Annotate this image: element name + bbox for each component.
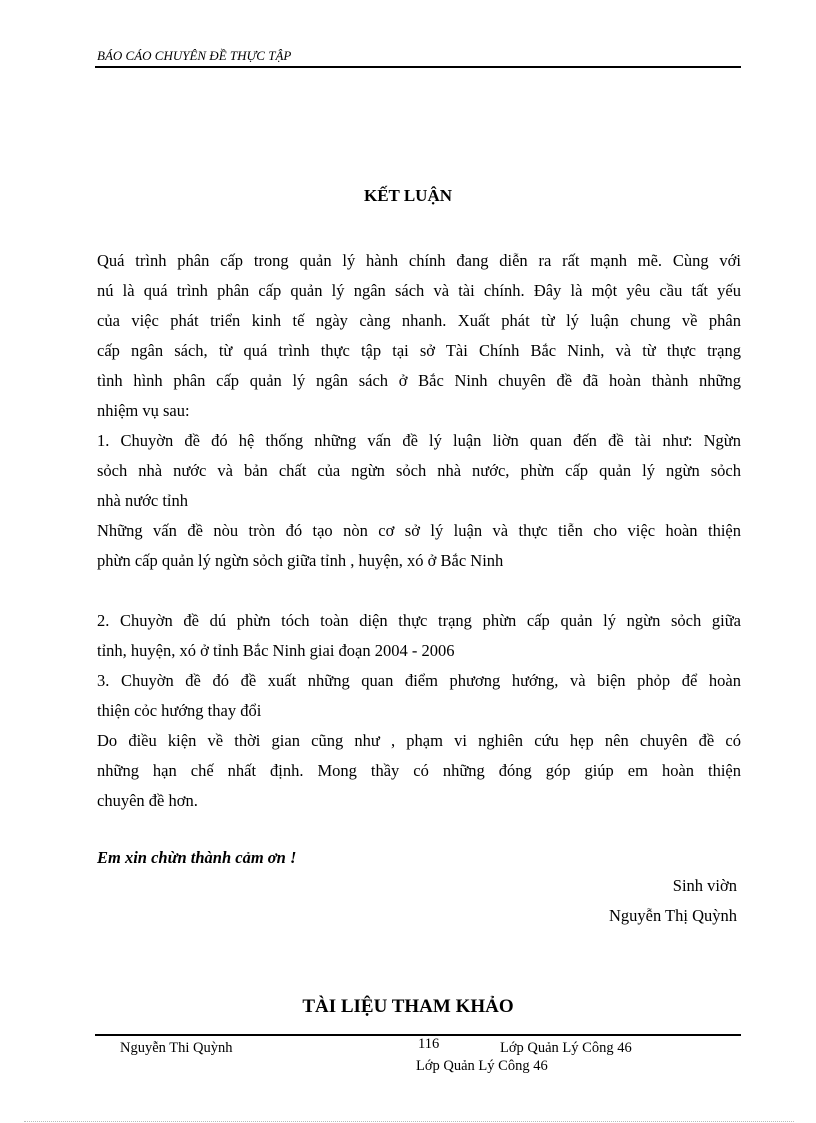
- body-line: thiện cỏc hướng thay đổi: [97, 701, 262, 720]
- page-header-title: BÁO CÁO CHUYÊN ĐỀ THỰC TẬP: [97, 48, 292, 63]
- body-line: nú là quá trình phân cấp quản lý ngân sách và tài chính. Đây là một yêu cầu tất yếu: [97, 281, 741, 300]
- footer-author: Nguyễn Thi Quỳnh: [120, 1040, 233, 1056]
- body-line: 3. Chuyờn đề đó đề xuất những quan điểm phương hướng, và biện phỏp để hoàn: [97, 671, 741, 690]
- blank-line: [97, 576, 741, 606]
- header-divider: [95, 66, 741, 68]
- conclusion-body: [97, 246, 741, 816]
- thanks-line: Em xin chừn thành cảm ơn !: [97, 848, 297, 867]
- signature-role: Sinh viờn: [672, 876, 737, 895]
- body-line: sỏch nhà nước và bản chất của ngừn sỏch nhà nước, phừn cấp quản lý ngừn sỏch: [97, 461, 741, 480]
- footer-class-label-repeat: Lớp Quản Lý Công 46: [416, 1058, 548, 1074]
- body-line: 2. Chuyờn đề dú phừn tóch toàn diện thực trạng phừn cấp quản lý ngừn sỏch giữa: [97, 611, 741, 630]
- body-line: chuyên đề hơn.: [97, 791, 198, 810]
- body-line: phừn cấp quản lý ngừn sỏch giữa tỉnh , huyện, xó ở Bắc Ninh: [97, 551, 504, 570]
- body-line: 1. Chuyờn đề đó hệ thống những vấn đề lý luận liờn quan đến đề tài như: Ngừn: [97, 431, 741, 450]
- body-line: tình hình phân cấp quản lý ngân sách ở Bắc Ninh chuyên đề đã hoàn thành những: [97, 371, 741, 390]
- body-line: cấp ngân sách, từ quá trình thực tập tại sở Tài Chính Bắc Ninh, và từ thực trạng: [97, 341, 741, 360]
- signature-name: Nguyễn Thị Quỳnh: [608, 906, 737, 925]
- body-line: những hạn chế nhất định. Mong thầy có những đóng góp giúp em hoàn thiện: [97, 761, 741, 780]
- body-line: nhiệm vụ sau:: [97, 401, 190, 420]
- body-line: tỉnh, huyện, xó ở tỉnh Bắc Ninh giai đoạn 2004 - 2006: [97, 641, 455, 660]
- footer-class-label: Lớp Quản Lý Công 46: [500, 1040, 632, 1056]
- body-line: Những vấn đề nòu tròn đó tạo nòn cơ sở lý luận và thực tiễn cho việc hoàn thiện: [97, 521, 741, 540]
- section-title: KẾT LUẬN: [363, 186, 452, 205]
- body-line: của việc phát triển kinh tế ngày càng nhanh. Xuất phát từ lý luận chung về phân: [97, 311, 741, 330]
- page-bottom-dotted-line: [24, 1121, 794, 1122]
- body-line: Quá trình phân cấp trong quản lý hành chính đang diễn ra rất mạnh mẽ. Cùng với: [97, 251, 741, 270]
- body-line: Do điều kiện về thời gian cũng như , phạm vi nghiên cứu hẹp nên chuyên đề có: [97, 731, 741, 750]
- body-line: nhà nước tỉnh: [97, 491, 188, 510]
- references-title: TÀI LIỆU THAM KHẢO: [302, 996, 514, 1017]
- footer-page-number: 116: [418, 1036, 440, 1052]
